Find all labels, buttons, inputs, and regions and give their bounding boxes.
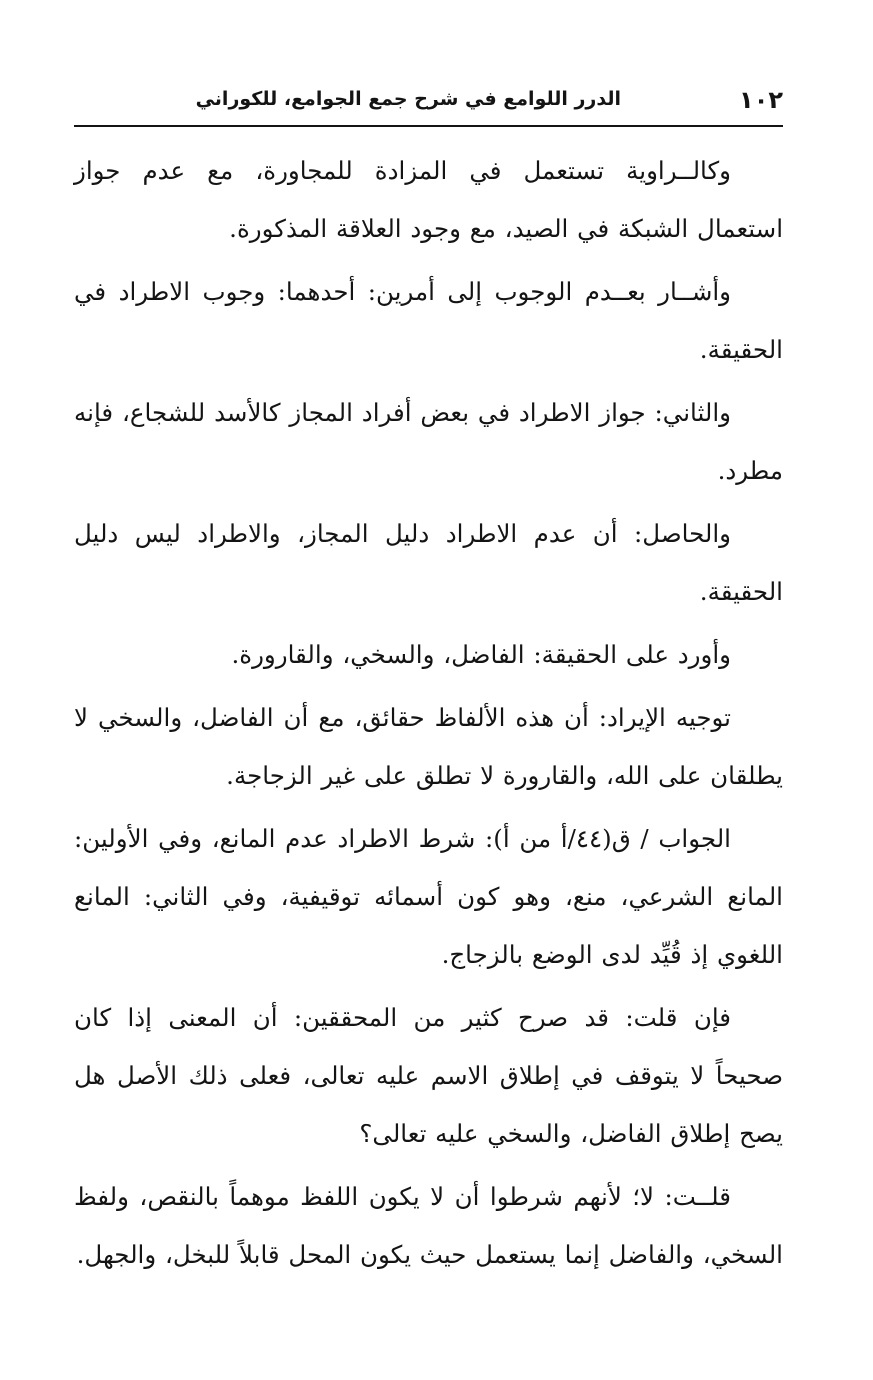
paragraph-answer: الجواب / ق(٤٤/أ من أ): شرط الاطراد عدم المانع، وفي الأولين: المانع الشرعي، منع، وهو كون أسمائه توقيفية، وفي الثاني: المانع اللغوي إذ قُيِّد لدى الوضع بالزجاج. [74,824,783,969]
paragraph-objection-explanation: توجيه الإيراد: أن هذه الألفاظ حقائق، مع أن الفاضل، والسخي لا يطلقان على الله، والقارورة لا تطلق على غير الزجاجة. [74,703,783,790]
paragraph-rawiya: وكالــراوية تستعمل في المزادة للمجاورة، مع عدم جواز استعمال الشبكة في الصيد، مع وجود العلاقة المذكورة. [74,156,783,243]
running-title: الدرر اللوامع في شرح جمع الجوامع، للكوراني [195,88,621,110]
page-body [74,142,783,1284]
paragraph-two-matters: وأشــار بعــدم الوجوب إلى أمرين: أحدهما: وجوب الاطراد في الحقيقة. [74,277,783,364]
paragraph-objection: وأورد على الحقيقة: الفاضل، والسخي، والقارورة. [231,640,731,669]
paragraph-question: فإن قلت: قد صرح كثير من المحققين: أن المعنى إذا كان صحيحاً لا يتوقف في إطلاق الاسم عليه تعالى، فعلى ذلك الأصل هل يصح إطلاق الفاضل، والسخي عليه تعالى؟ [74,1003,783,1148]
paragraph-reply: قلــت: لا؛ لأنهم شرطوا أن لا يكون اللفظ موهماً بالنقص، ولفظ السخي، والفاضل إنما يستعمل حيث يكون المحل قابلاً للبخل، والجهل. [74,1182,783,1269]
page-number: ١٠٢ [739,86,783,114]
page-header [74,84,783,128]
header-rule [74,125,783,127]
paragraph-second-matter: والثاني: جواز الاطراد في بعض أفراد المجاز كالأسد للشجاع، فإنه مطرد. [74,398,783,485]
paragraph-conclusion: والحاصل: أن عدم الاطراد دليل المجاز، والاطراد ليس دليل الحقيقة. [74,519,783,606]
